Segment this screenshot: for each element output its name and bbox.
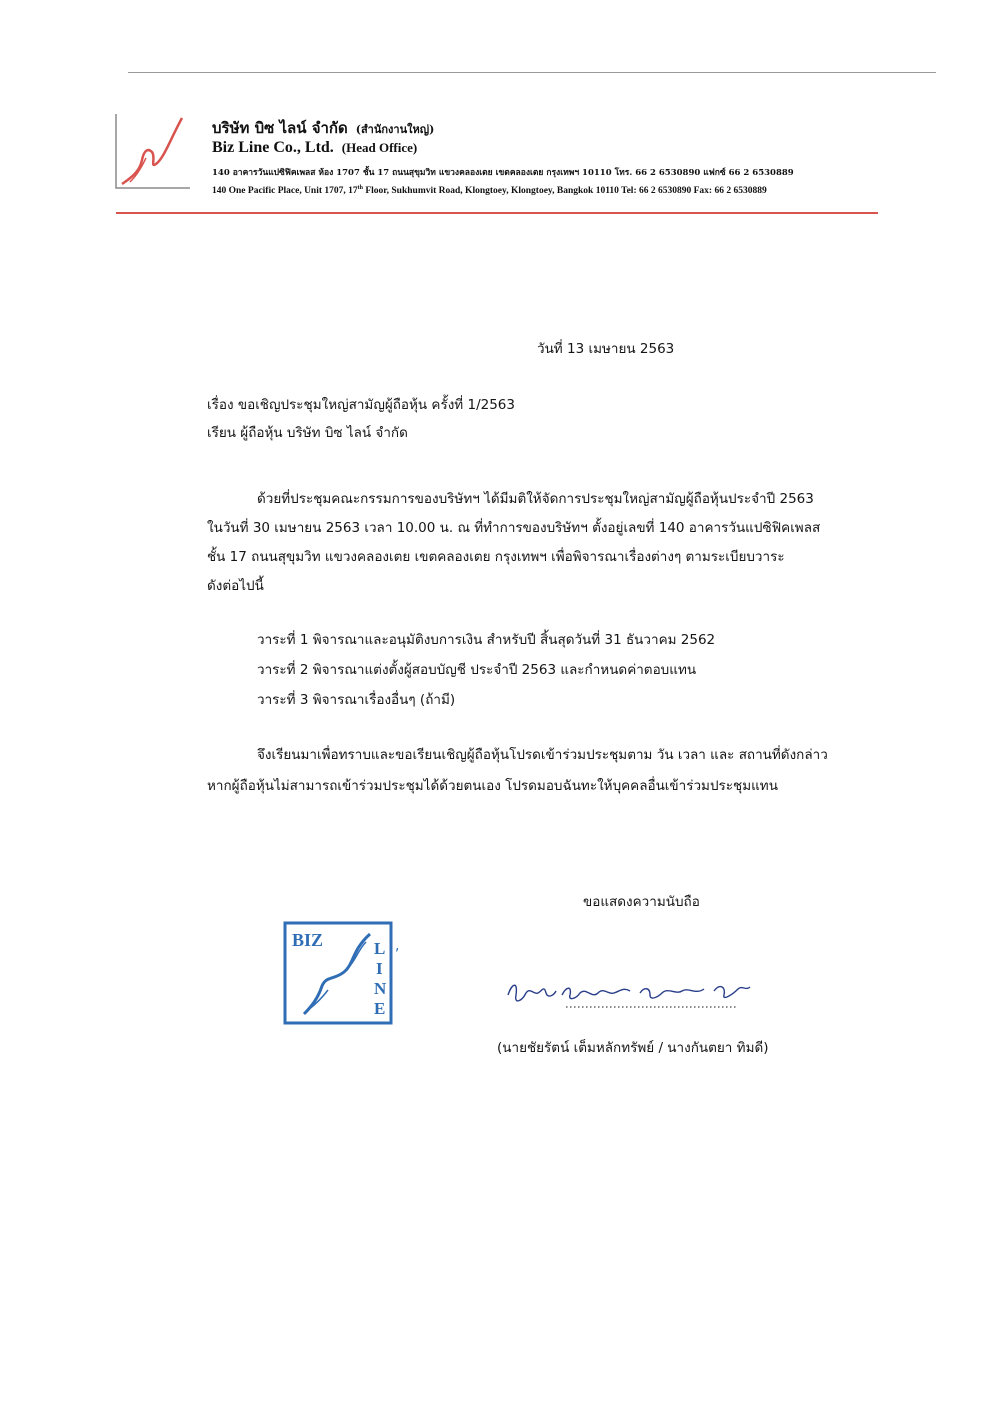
signatory-names: (นายชัยรัตน์ เต็มหลักทรัพย์ / นางกันตยา ทิมดี) bbox=[497, 1040, 769, 1056]
closing-line: หากผู้ถือหุ้นไม่สามารถเข้าร่วมประชุมได้ด้วยตนเอง โปรดมอบฉันทะให้บุคคลอื่นเข้าร่วมประชุมแทน bbox=[207, 778, 778, 794]
address-eng-part-1: 140 One Pacific Place, Unit 1707, 17 bbox=[212, 186, 358, 197]
handwritten-signature bbox=[500, 965, 770, 1020]
company-name-english bbox=[212, 139, 417, 157]
agenda-item: วาระที่ 1 พิจารณาและอนุมัติงบการเงิน สำหรับปี สิ้นสุดวันที่ 31 ธันวาคม 2562 bbox=[257, 632, 716, 648]
stamp-word-biz: BIZ bbox=[292, 930, 324, 950]
sign-off: ขอแสดงความนับถือ bbox=[583, 894, 700, 910]
company-eng-label: Biz Line Co., Ltd. bbox=[212, 139, 334, 156]
body-line: ด้วยที่ประชุมคณะกรรมการของบริษัทฯ ได้มีมติให้จัดการประชุมใหญ่สามัญผู้ถือหุ้นประจำปี 2563 bbox=[257, 491, 814, 507]
company-thai-label: บริษัท บิซ ไลน์ จำกัด bbox=[212, 119, 348, 137]
agenda-item: วาระที่ 2 พิจารณาแต่งตั้งผู้สอบบัญชี ประจำปี 2563 และกำหนดค่าตอบแทน bbox=[257, 662, 697, 678]
body-line: ในวันที่ 30 เมษายน 2563 เวลา 10.00 น. ณ ที่ทำการของบริษัทฯ ตั้งอยู่เลขที่ 140 อาคารวันแปซิฟิคเพลส bbox=[207, 520, 821, 536]
head-office-thai: (สำนักงานใหญ่) bbox=[355, 123, 435, 136]
address-eng-part-2: Floor, Sukhumvit Road, Klongtoey, Klongtoey, Bangkok 10110 Tel: 66 2 6530890 Fax: 66 2 6530889 bbox=[362, 186, 767, 197]
letter-recipient: เรียน ผู้ถือหุ้น บริษัท บิซ ไลน์ จำกัด bbox=[207, 425, 408, 441]
address-english bbox=[212, 185, 767, 196]
address-eng-superscript: th bbox=[357, 185, 363, 191]
head-office-eng: (Head Office) bbox=[341, 140, 418, 155]
letter-date: วันที่ 13 เมษายน 2563 bbox=[537, 341, 675, 357]
company-logo-icon bbox=[112, 112, 192, 192]
svg-text:,: , bbox=[395, 938, 400, 954]
agenda-item: วาระที่ 3 พิจารณาเรื่องอื่นๆ (ถ้ามี) bbox=[257, 692, 456, 708]
closing-line: จึงเรียนมาเพื่อทราบและขอเรียนเชิญผู้ถือหุ้นโปรดเข้าร่วมประชุมตาม วัน เวลา และ สถานที่ดังกล่าว bbox=[257, 747, 828, 763]
closing-paragraph bbox=[207, 740, 828, 802]
agenda-list bbox=[257, 625, 715, 715]
body-line: ชั้น 17 ถนนสุขุมวิท แขวงคลองเตย เขตคลองเตย กรุงเทพฯ เพื่อพิจารณาเรื่องต่างๆ ตามระเบียบวาระ bbox=[207, 549, 785, 565]
top-rule bbox=[128, 72, 936, 73]
stamp-word-line: L I N E bbox=[374, 939, 387, 1018]
letterhead-divider bbox=[116, 212, 878, 214]
body-line: ดังต่อไปนี้ bbox=[207, 578, 264, 594]
letter-subject: เรื่อง ขอเชิญประชุมใหญ่สามัญผู้ถือหุ้น ครั้งที่ 1/2563 bbox=[207, 397, 515, 413]
address-thai: 140 อาคารวันแปซิฟิคเพลส ห้อง 1707 ชั้น 17 ถนนสุขุมวิท แขวงคลองเตย เขตคลองเตย กรุงเทพฯ 10110 โทร. 66 2 6530890 แฟกซ์ 66 2 6530889 bbox=[212, 168, 794, 178]
company-name-thai bbox=[212, 116, 434, 140]
body-paragraph bbox=[207, 485, 827, 601]
company-stamp bbox=[282, 920, 402, 1026]
